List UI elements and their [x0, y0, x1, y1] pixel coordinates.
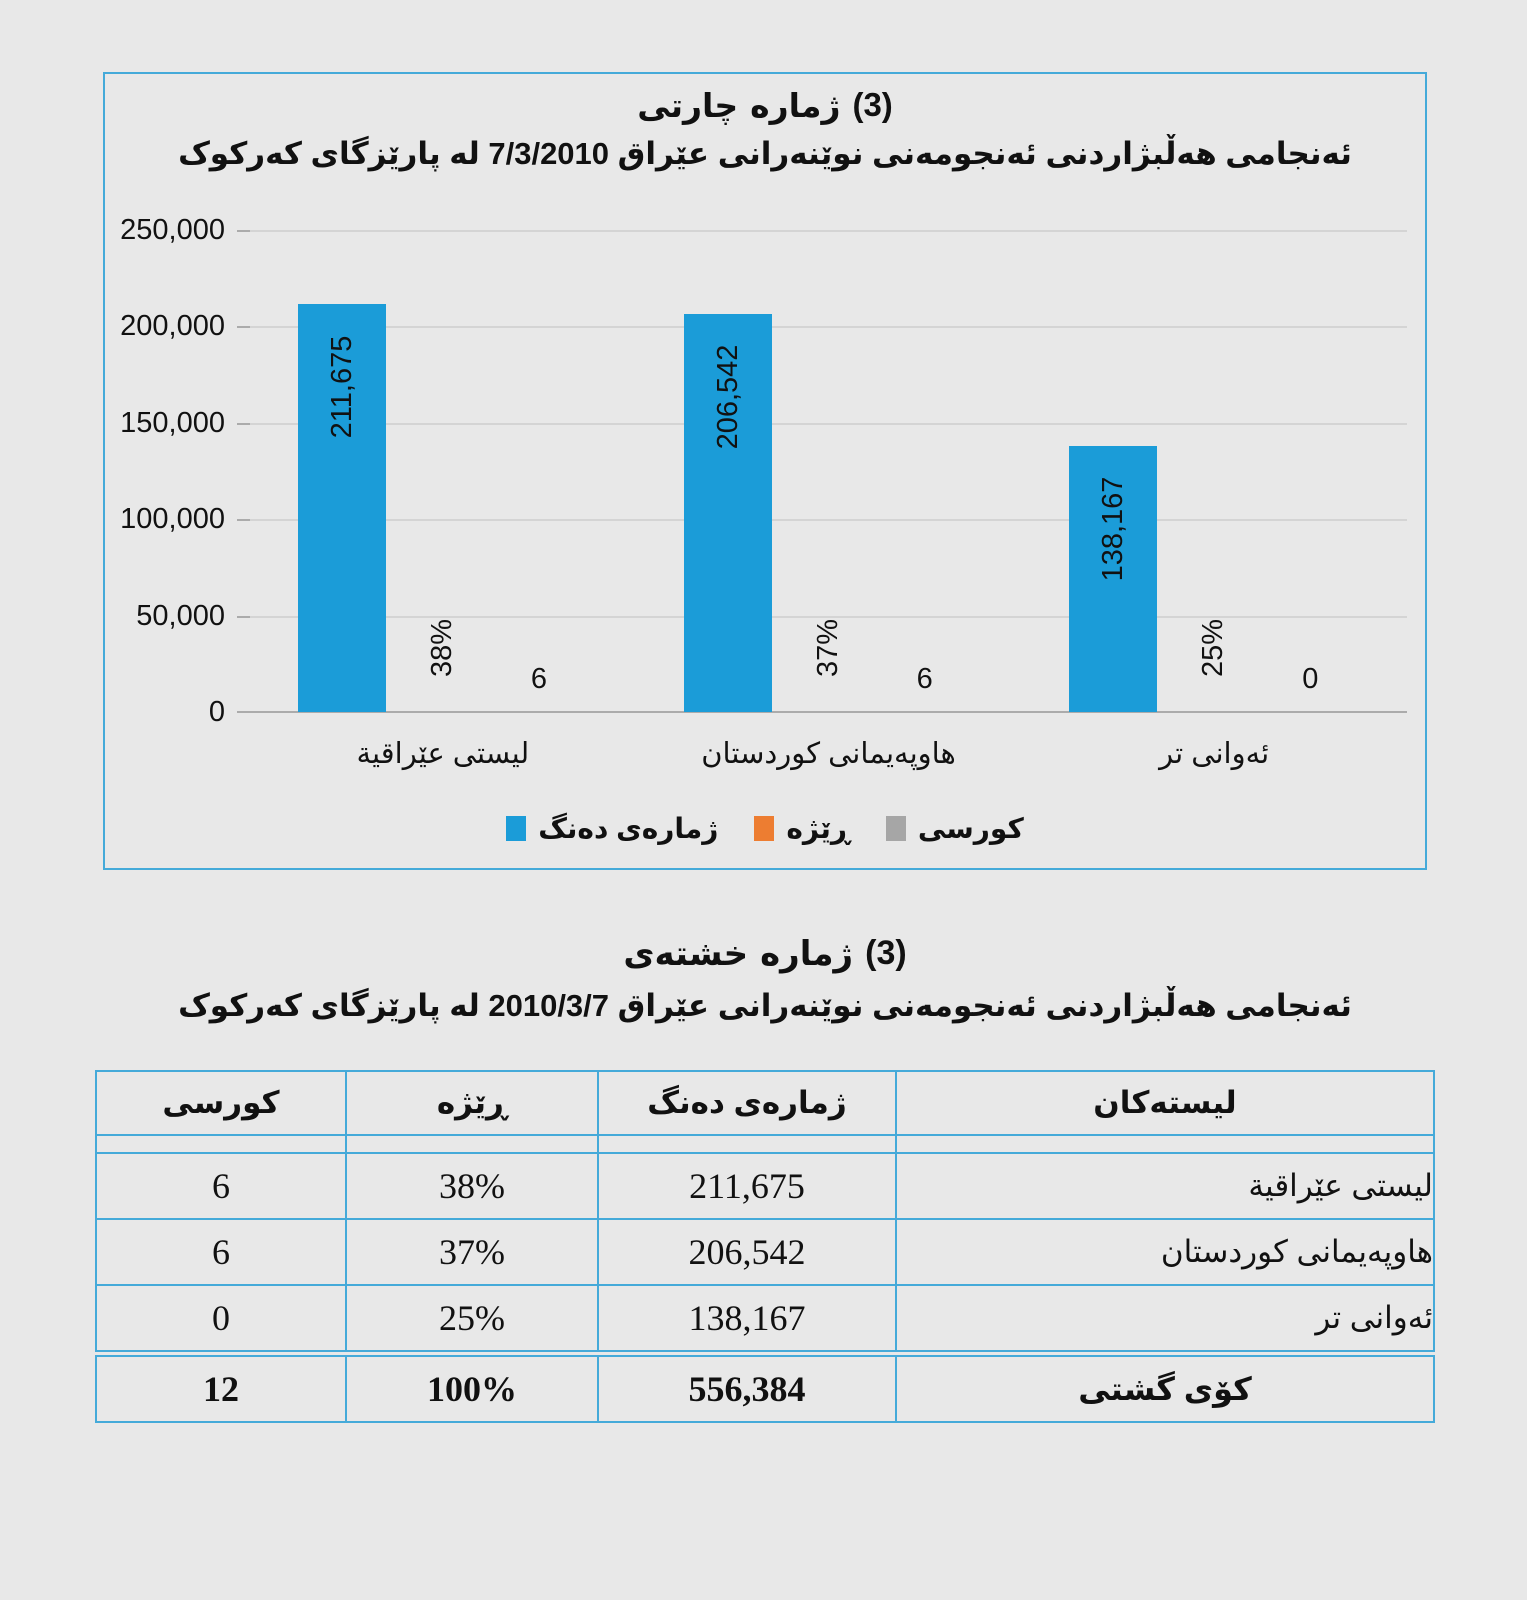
y-axis-label: 0 — [208, 696, 225, 728]
legend-item-pct — [754, 812, 850, 845]
total-pct-cell: 100% — [346, 1354, 598, 1423]
seats-cell: 0 — [96, 1285, 346, 1354]
y-axis-label: 200,000 — [120, 310, 225, 342]
percent-label: 37% — [811, 618, 844, 678]
chart-panel — [103, 72, 1427, 870]
table-title-word-1: خشتەی — [623, 935, 749, 973]
pct-cell: 38% — [346, 1153, 598, 1219]
list-name-cell: ئەوانی تر — [896, 1285, 1434, 1354]
chart-title-number: (3) — [852, 86, 893, 123]
y-axis-label: 100,000 — [120, 503, 225, 535]
header-pct: ڕێژە — [346, 1071, 598, 1135]
category-group-3 — [1021, 230, 1407, 712]
header-seats: کورسی — [96, 1071, 346, 1135]
total-label-cell: کۆی گشتی — [896, 1354, 1434, 1423]
category-label: لیستی عێراقیة — [356, 738, 530, 770]
table-title-word-2: ژماره — [760, 935, 854, 973]
votes-cell: 211,675 — [598, 1153, 896, 1219]
votes-swatch-icon — [506, 816, 526, 841]
table-subtitle: ئەنجامی هەڵبژاردنی ئەنجومەنی نوێنەرانی عێراق 2010/3/7 له پارێزگای کەرکوک — [178, 988, 1352, 1023]
votes-value-label: 138,167 — [1097, 476, 1130, 582]
votes-cell: 206,542 — [598, 1219, 896, 1285]
seats-swatch-icon — [886, 816, 906, 841]
total-votes-cell: 556,384 — [598, 1354, 896, 1423]
legend-label-pct: ڕێژە — [786, 813, 850, 844]
category-label: هاوپەیمانی کوردستان — [701, 738, 956, 770]
list-name-cell: هاوپەیمانی کوردستان — [896, 1219, 1434, 1285]
results-table — [95, 1070, 1435, 1423]
table-header-row — [96, 1071, 1434, 1135]
chart-subtitle: ئەنجامی هەڵبژاردنی ئەنجومەنی نوێنەرانی عێراق 7/3/2010 له پارێزگای کەرکوک — [178, 136, 1352, 171]
y-axis-label: 150,000 — [120, 407, 225, 439]
total-seats-cell: 12 — [96, 1354, 346, 1423]
votes-bar — [684, 314, 772, 712]
votes-value-label: 206,542 — [711, 344, 744, 450]
table-title — [95, 934, 1435, 974]
seats-cell: 6 — [96, 1153, 346, 1219]
votes-value-label: 211,675 — [326, 335, 358, 439]
table-total-row — [96, 1354, 1434, 1423]
table-row — [96, 1285, 1434, 1354]
seats-label: 6 — [530, 663, 548, 695]
header-votes: ژمارەی دەنگ — [598, 1071, 896, 1135]
y-axis-tick-mark — [237, 423, 250, 425]
header-lists: لیستەکان — [896, 1071, 1434, 1135]
seats-label: 6 — [916, 663, 933, 695]
chart-title-word-2: ژماره — [750, 87, 841, 124]
list-name-cell: لیستی عێراقیة — [896, 1153, 1434, 1219]
legend-item-votes — [506, 812, 718, 845]
legend — [105, 812, 1425, 845]
chart-title-word-1: چارتی — [637, 87, 739, 124]
y-axis-tick-mark — [237, 711, 250, 713]
legend-label-seats: کورسی — [917, 813, 1024, 844]
percent-label: 25% — [1197, 618, 1230, 678]
y-axis-tick-mark — [237, 326, 250, 328]
y-axis-tick-mark — [237, 230, 250, 232]
category-label: ئەوانی تر — [1159, 738, 1270, 770]
bar-series — [250, 230, 1407, 712]
votes-bar — [1069, 446, 1157, 712]
y-axis-label: 50,000 — [136, 600, 225, 632]
table-row — [96, 1153, 1434, 1219]
category-group-2 — [636, 230, 1022, 712]
seats-label: 0 — [1302, 663, 1319, 695]
percent-swatch-icon — [754, 816, 774, 841]
pct-cell: 37% — [346, 1219, 598, 1285]
x-axis-category-labels — [250, 736, 1407, 771]
table-row — [96, 1219, 1434, 1285]
y-axis-tick-mark — [237, 519, 250, 521]
plot-area — [120, 214, 1407, 770]
percent-label: 38% — [426, 618, 458, 678]
chart-title — [105, 86, 1425, 125]
header-spacer-row — [96, 1135, 1434, 1153]
legend-item-seats — [886, 812, 1024, 845]
seats-cell: 6 — [96, 1219, 346, 1285]
votes-bar — [298, 304, 386, 712]
votes-cell: 138,167 — [598, 1285, 896, 1354]
y-axis-label: 250,000 — [120, 214, 225, 246]
y-axis-tick-mark — [237, 616, 250, 618]
category-group-1 — [250, 230, 636, 712]
legend-label-votes: ژمارەی دەنگ — [538, 813, 719, 844]
table-title-number: (3) — [865, 934, 907, 972]
pct-cell: 25% — [346, 1285, 598, 1354]
